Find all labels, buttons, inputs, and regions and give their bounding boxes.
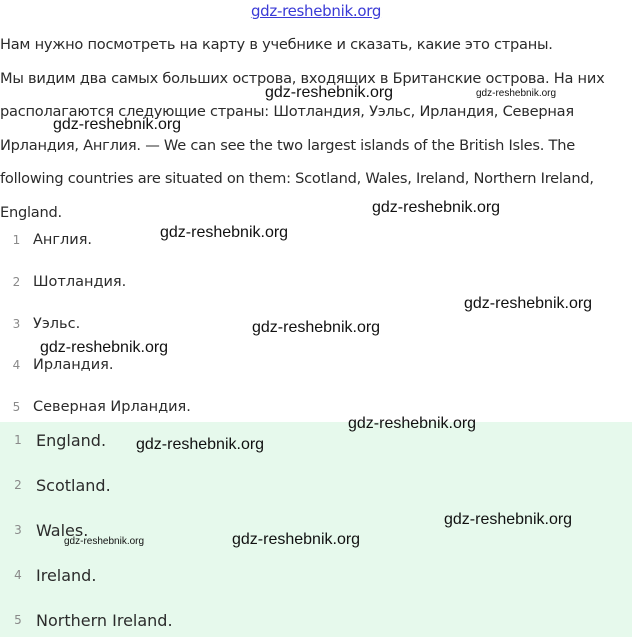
list-number: 5 (12, 400, 21, 414)
watermark: gdz-reshebnik.org (136, 436, 265, 453)
intro-answer-en: We can see the two largest islands of the British Isles. The following countries are situated on them: Scotland, Wales, Ireland, Northern Ireland, England. (0, 136, 594, 221)
list-text: Северная Ирландия. (33, 399, 191, 415)
list-item (0, 465, 111, 505)
list-text: Northern Ireland. (36, 610, 173, 630)
watermark: gdz-reshebnik.org (40, 339, 169, 356)
list-text: Уэльс. (33, 316, 81, 332)
list-number: 4 (14, 568, 22, 582)
watermark: gdz-reshebnik.org (265, 84, 394, 101)
watermark: gdz-reshebnik.org (252, 319, 381, 336)
intro-dash: — (145, 136, 160, 154)
list-text: Шотландия. (33, 274, 127, 290)
list-text: Scotland. (36, 475, 111, 495)
list-text: England. (36, 430, 107, 450)
list-text: Ирландия. (33, 357, 114, 373)
list-number: 3 (14, 523, 22, 537)
english-answer-block (0, 422, 632, 637)
intro-question-ru: Нам нужно посмотреть на карту в учебнике и сказать, какие это страны. (0, 36, 553, 53)
list-text: Wales. (36, 520, 89, 540)
watermark: gdz-reshebnik.org (476, 88, 557, 99)
watermark: gdz-reshebnik.org (464, 295, 593, 312)
list-number: 4 (12, 358, 21, 372)
list-number: 1 (12, 233, 21, 247)
watermark: gdz-reshebnik.org (372, 199, 501, 216)
list-item (0, 264, 126, 300)
list-number: 2 (14, 478, 22, 492)
watermark: gdz-reshebnik.org (64, 536, 145, 547)
intro-answer-ru: Мы видим два самых больших острова, входящих в Британские острова. На них располагаются следующие страны: Шотландия, Уэльс, Ирландия, Северная Ирландия, Англия. (0, 69, 605, 154)
watermark: gdz-reshebnik.org (53, 116, 182, 133)
list-number: 1 (14, 433, 22, 447)
watermark: gdz-reshebnik.org (232, 531, 361, 548)
list-number: 2 (12, 275, 21, 289)
list-text: Англия. (33, 232, 93, 248)
list-item (0, 555, 96, 595)
list-number: 3 (12, 317, 21, 331)
watermark: gdz-reshebnik.org (348, 415, 477, 432)
watermark: gdz-reshebnik.org (160, 224, 289, 241)
list-number: 5 (14, 613, 22, 627)
site-header-link[interactable]: gdz-reshebnik.org (250, 2, 382, 20)
list-item (0, 420, 106, 460)
list-text: Ireland. (36, 565, 97, 585)
list-item (0, 600, 173, 640)
watermark: gdz-reshebnik.org (444, 511, 573, 528)
list-item (0, 306, 80, 342)
list-item (0, 222, 92, 258)
